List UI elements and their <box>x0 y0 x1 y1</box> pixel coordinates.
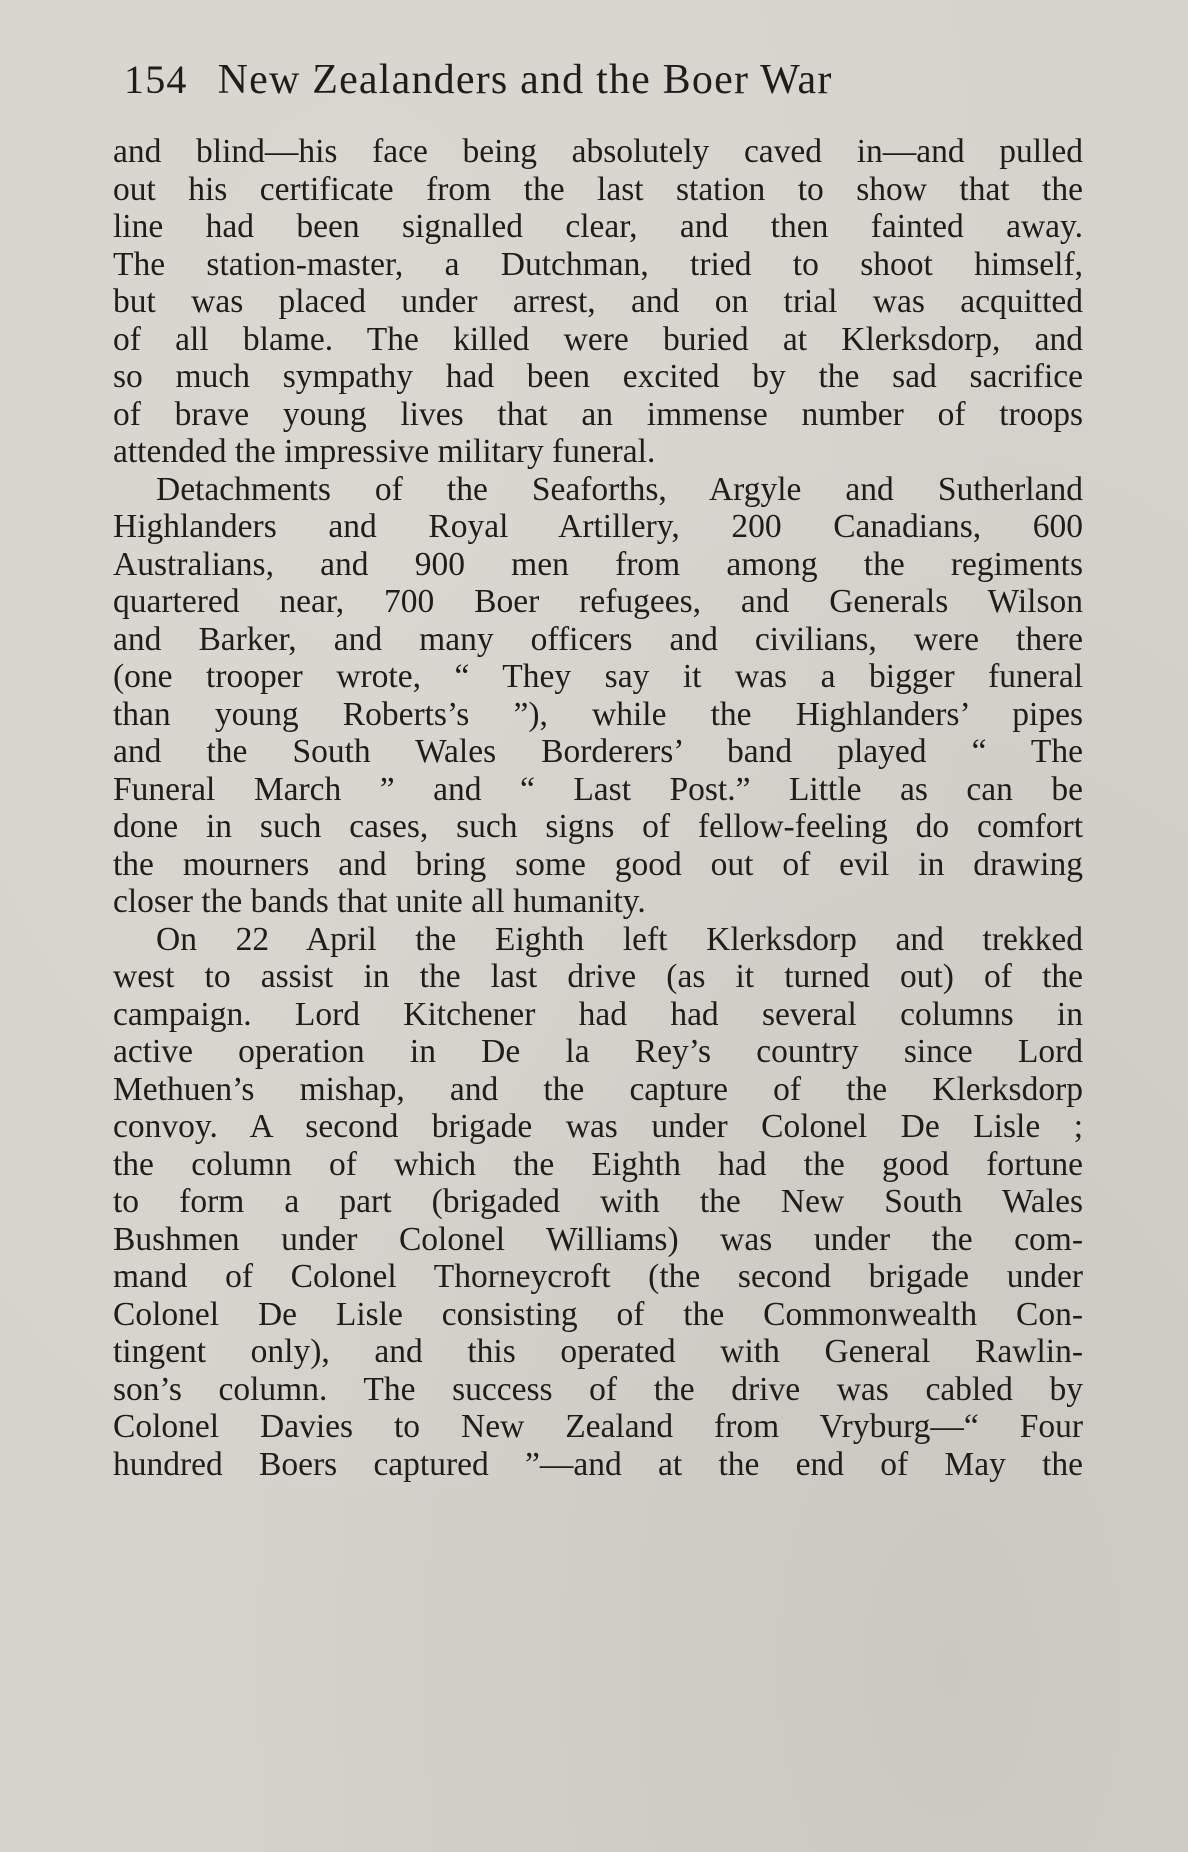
page-number: 154 <box>124 57 188 102</box>
text-line: of all blame. The killed were buried at Klerksdorp, and <box>113 321 1083 358</box>
text-line: quartered near, 700 Boer refugees, and Generals Wilson <box>113 583 1083 620</box>
text-line: so much sympathy had been excited by the sad sacrifice <box>113 358 1083 395</box>
text-line: Detachments of the Seaforths, Argyle and Sutherland <box>156 471 1083 508</box>
text-line: the column of which the Eighth had the good fortune <box>113 1146 1083 1183</box>
text-line: than young Roberts’s ”), while the Highlanders’ pipes <box>113 696 1083 733</box>
text-line: out his certificate from the last station to show that the <box>113 171 1083 208</box>
text-line: line had been signalled clear, and then fainted away. <box>113 208 1083 245</box>
text-line: Colonel De Lisle consisting of the Commonwealth Con- <box>113 1296 1083 1333</box>
text-line: done in such cases, such signs of fellow-feeling do comfort <box>113 808 1083 845</box>
text-line: and Barker, and many officers and civilians, were there <box>113 621 1083 658</box>
text-line: the mourners and bring some good out of evil in drawing <box>113 846 1083 883</box>
text-line: tingent only), and this operated with General Rawlin- <box>113 1333 1083 1370</box>
text-line: On 22 April the Eighth left Klerksdorp and trekked <box>156 921 1083 958</box>
text-line: campaign. Lord Kitchener had had several columns in <box>113 996 1083 1033</box>
text-line: Highlanders and Royal Artillery, 200 Canadians, 600 <box>113 508 1083 545</box>
text-line: Australians, and 900 men from among the regiments <box>113 546 1083 583</box>
text-line: Bushmen under Colonel Williams) was under the com- <box>113 1221 1083 1258</box>
text-line: hundred Boers captured ”—and at the end of May the <box>113 1446 1083 1483</box>
text-line: and the South Wales Borderers’ band played “ The <box>113 733 1083 770</box>
text-line: closer the bands that unite all humanity. <box>113 883 646 920</box>
text-line: west to assist in the last drive (as it turned out) of the <box>113 958 1083 995</box>
text-line: of brave young lives that an immense number of troops <box>113 396 1083 433</box>
text-line: attended the impressive military funeral. <box>113 433 656 470</box>
text-line: The station-master, a Dutchman, tried to shoot himself, <box>113 246 1083 283</box>
text-line: son’s column. The success of the drive was cabled by <box>113 1371 1083 1408</box>
running-title: New Zealanders and the Boer War <box>217 57 833 103</box>
text-line: active operation in De la Rey’s country since Lord <box>113 1033 1083 1070</box>
text-line: to form a part (brigaded with the New South Wales <box>113 1183 1083 1220</box>
text-line: mand of Colonel Thorneycroft (the second brigade under <box>113 1258 1083 1295</box>
text-line: (one trooper wrote, “ They say it was a bigger funeral <box>113 658 1083 695</box>
text-line: convoy. A second brigade was under Colonel De Lisle ; <box>113 1108 1083 1145</box>
text-line: Funeral March ” and “ Last Post.” Little as can be <box>113 771 1083 808</box>
running-head <box>124 56 1024 112</box>
text-line: and blind—his face being absolutely caved in—and pulled <box>113 133 1083 170</box>
text-line: but was placed under arrest, and on trial was acquitted <box>113 283 1083 320</box>
text-line: Methuen’s mishap, and the capture of the Klerksdorp <box>113 1071 1083 1108</box>
text-line: Colonel Davies to New Zealand from Vryburg—“ Four <box>113 1408 1083 1445</box>
